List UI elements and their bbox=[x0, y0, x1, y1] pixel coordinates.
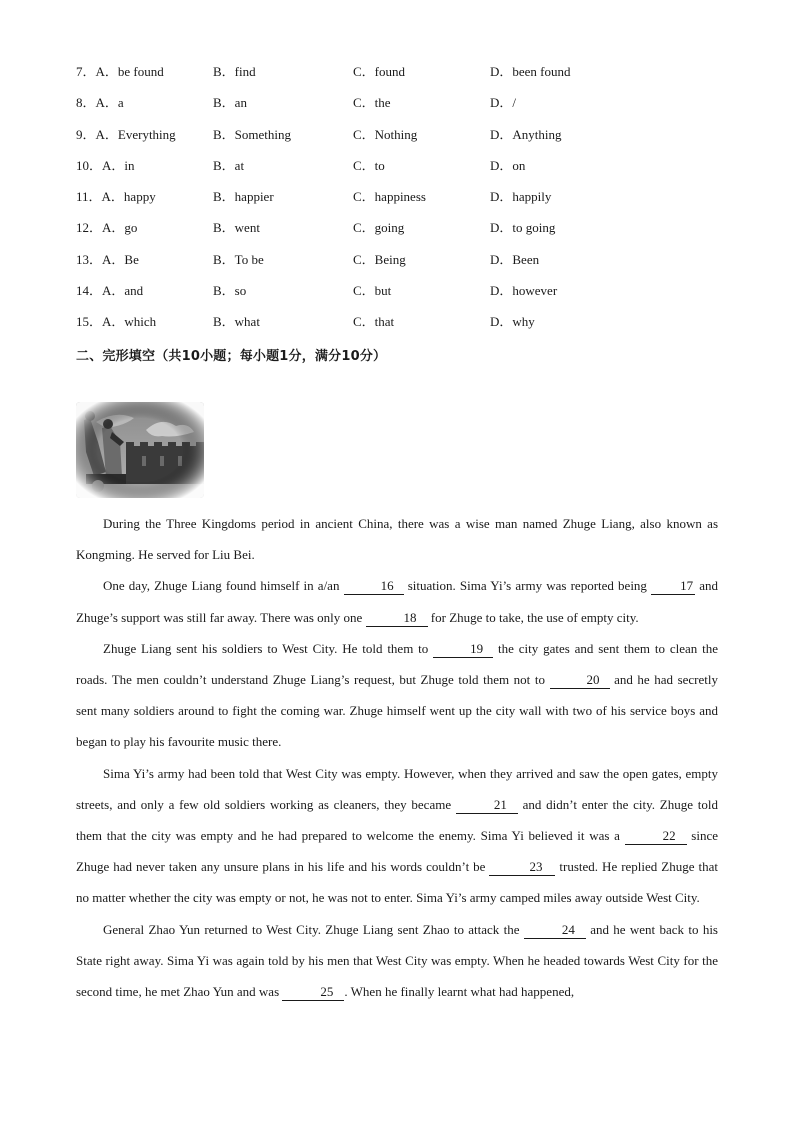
blank-18: 18 bbox=[366, 610, 428, 627]
question-row bbox=[76, 250, 716, 281]
paragraph bbox=[76, 633, 718, 758]
option-d: D．on bbox=[490, 157, 526, 173]
option-c: C．to bbox=[353, 157, 385, 173]
option-c: C．but bbox=[353, 283, 392, 299]
text: . When he finally learnt what had happened, bbox=[344, 984, 575, 1000]
blank-16: 16 bbox=[344, 578, 404, 595]
blank-17: 17 bbox=[651, 578, 695, 595]
text: General Zhao Yun returned to West City. Zhuge Liang sent Zhao to attack the bbox=[103, 921, 524, 937]
text: and didn’t enter the city. Zhuge told them that the city was empty and he had prepared to welcome the enemy. Sima Yi believed it was a bbox=[76, 796, 718, 844]
option-d: D．Been bbox=[490, 251, 540, 267]
question-number-and-option-a: 9．A．Everything bbox=[76, 126, 176, 142]
question-number-and-option-a: 7．A．be found bbox=[76, 64, 164, 79]
paragraph: During the Three Kingdoms period in ancient China, there was a wise man named Zhuge Liang, also known as Kongming. He served for Liu Bei. bbox=[76, 516, 718, 563]
option-d: D．to going bbox=[490, 220, 556, 236]
option-b: B．what bbox=[213, 314, 260, 330]
paragraph bbox=[76, 914, 718, 1008]
option-b: B．at bbox=[213, 157, 245, 173]
paragraph bbox=[76, 758, 718, 914]
illustration-graphic bbox=[76, 402, 204, 498]
question-row bbox=[76, 312, 716, 343]
option-c: C．Being bbox=[353, 251, 406, 267]
option-c: C．found bbox=[353, 64, 406, 79]
section-title: 二、完形填空（共10小题；每小题1分，满分10分） bbox=[76, 349, 387, 364]
question-number-and-option-a: 10．A．in bbox=[76, 157, 135, 173]
option-c: C．the bbox=[353, 95, 391, 111]
blank-21: 21 bbox=[456, 797, 518, 814]
text: the city gates and sent them to clean the roads. The men couldn’t understand Zhuge Liang’s request, but Zhuge told them not to bbox=[76, 640, 719, 688]
option-b: B．Something bbox=[213, 126, 292, 142]
question-number-and-option-a: 11．A．happy bbox=[76, 189, 156, 205]
option-d: D．/ bbox=[490, 95, 517, 111]
blank-23: 23 bbox=[489, 859, 555, 876]
text: situation. Sima Yi’s army was reported being bbox=[403, 578, 652, 594]
question-row bbox=[76, 62, 716, 93]
blank-25: 25 bbox=[282, 984, 344, 1001]
option-c: C．happiness bbox=[353, 189, 426, 205]
text: for Zhuge to take, the use of empty city. bbox=[427, 609, 639, 625]
blank-24: 24 bbox=[524, 922, 586, 939]
question-number-and-option-a: 8．A．a bbox=[76, 95, 124, 111]
text: Sima Yi’s army had been told that West City was empty. However, when they arrived and saw the open gates, empty streets, and only a few old soldiers working as cleaners, they became bbox=[76, 765, 718, 812]
blank-19: 19 bbox=[433, 641, 493, 658]
question-row bbox=[76, 218, 716, 249]
text: Zhuge Liang sent his soldiers to West City. He told them to bbox=[103, 640, 434, 656]
question-number-and-option-a: 15．A．which bbox=[76, 314, 157, 330]
blank-20: 20 bbox=[550, 672, 610, 689]
text: trusted. He replied Zhuge that no matter whether the city was empty or not, he was not to enter. Sima Yi’s army camped miles away outside West City. bbox=[76, 859, 718, 906]
option-b: B．happier bbox=[213, 189, 274, 205]
passage bbox=[76, 508, 718, 1007]
option-d: D．why bbox=[490, 314, 535, 330]
option-c: C．Nothing bbox=[353, 126, 418, 142]
option-d: D．Anything bbox=[490, 126, 562, 142]
option-d: D．been found bbox=[490, 64, 571, 79]
question-number-and-option-a: 14．A．and bbox=[76, 283, 144, 299]
text: and he had secretly sent many soldiers around to fight the coming war. Zhuge himself went up the city wall with two of his service boys and began to play his favourite music there. bbox=[76, 672, 718, 750]
option-c: C．that bbox=[353, 314, 395, 330]
illustration-image bbox=[76, 402, 204, 498]
question-number-and-option-a: 12．A．go bbox=[76, 220, 138, 236]
option-b: B．went bbox=[213, 220, 260, 236]
option-d: D．however bbox=[490, 283, 558, 299]
text: and Zhuge’s support was still far away. There was only one bbox=[76, 578, 718, 625]
text: One day, Zhuge Liang found himself in a/an bbox=[103, 578, 344, 594]
option-d: D．happily bbox=[490, 189, 552, 205]
option-c: C．going bbox=[353, 220, 405, 236]
question-row bbox=[76, 187, 716, 218]
option-b: B．To be bbox=[213, 251, 264, 267]
question-row bbox=[76, 156, 716, 187]
option-b: B．an bbox=[213, 95, 247, 111]
paragraph bbox=[76, 570, 718, 632]
option-b: B．find bbox=[213, 64, 256, 79]
question-row bbox=[76, 281, 716, 312]
question-row bbox=[76, 93, 716, 124]
option-b: B．so bbox=[213, 283, 247, 299]
text: since Zhuge had never taken any unsure plans in his life and his words couldn’t be bbox=[76, 828, 719, 875]
blank-22: 22 bbox=[625, 828, 687, 845]
options-list bbox=[76, 62, 716, 344]
text: and he went back to his State right away. Sima Yi was again told by his men that West City was empty. When he headed towards West City for the second time, he met Zhao Yun and was bbox=[76, 921, 718, 1000]
question-number-and-option-a: 13．A．Be bbox=[76, 251, 139, 267]
question-row bbox=[76, 125, 716, 156]
